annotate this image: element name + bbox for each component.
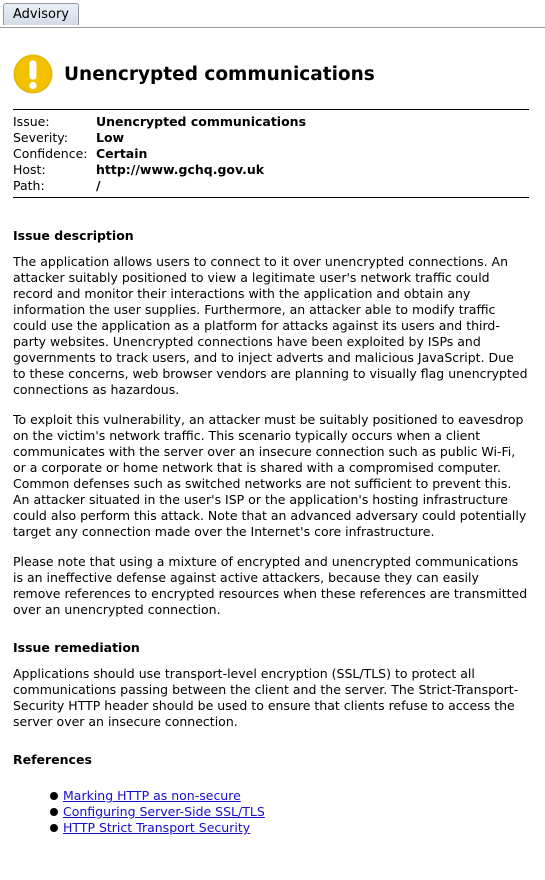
summary-row-path bbox=[13, 178, 529, 194]
confidence-value: Certain bbox=[96, 146, 148, 161]
issue-value: Unencrypted communications bbox=[96, 114, 307, 129]
host-value: http://www.gchq.gov.uk bbox=[96, 162, 265, 177]
issue-description-paragraph-1: The application allows users to connect to it over unencrypted connections. An attacker suitably positioned to view a legitimate user's network traffic could record and monitor their interactions with the application and obtain any information the user supplies. Furthermore, an attacker able to modify traffic could use the application as a platform for attacks against its users and third-party websites. Unencrypted connections have been exploited by ISPs and governments to track users, and to inject adverts and malicious JavaScript. Due to these concerns, web browser vendors are planning to visually flag unencrypted connections as hazardous. bbox=[13, 254, 528, 397]
issue-description-heading: Issue description bbox=[13, 228, 134, 243]
warning-icon bbox=[13, 54, 53, 94]
summary-row-host bbox=[13, 162, 529, 178]
severity-value: Low bbox=[96, 130, 125, 145]
issue-label: Issue: bbox=[13, 114, 50, 129]
reference-item bbox=[49, 788, 529, 804]
issue-remediation-heading: Issue remediation bbox=[13, 640, 140, 655]
issue-description-paragraph-3: Please note that using a mixture of encrypted and unencrypted communications is an ineffective defense against active attackers, because they can easily remove references to encrypted resources when these references are transmitted over an unencrypted connection. bbox=[13, 554, 528, 617]
reference-link-hsts[interactable]: HTTP Strict Transport Security bbox=[63, 820, 251, 835]
references-heading: References bbox=[13, 752, 92, 767]
host-label: Host: bbox=[13, 162, 46, 177]
summary-row-confidence bbox=[13, 146, 529, 162]
confidence-label: Confidence: bbox=[13, 146, 88, 161]
issue-description-paragraph-2: To exploit this vulnerability, an attacker must be suitably positioned to eavesdrop on the victim's network traffic. This scenario typically occurs when a client communicates with the server over an insecure connection such as public Wi-Fi, or a corporate or home network that is shared with a compromised computer. Common defenses such as switched networks are not sufficient to prevent this. An attacker situated in the user's ISP or the application's hosting infrastructure could also perform this attack. Note that an advanced adversary could potentially target any connection made over the Internet's core infrastructure. bbox=[13, 412, 527, 539]
reference-link-configuring-ssl[interactable]: Configuring Server-Side SSL/TLS bbox=[63, 804, 265, 819]
reference-link-marking-http[interactable]: Marking HTTP as non-secure bbox=[63, 788, 241, 803]
summary-row-severity bbox=[13, 130, 529, 146]
reference-item bbox=[49, 804, 529, 820]
bullet-icon bbox=[50, 792, 58, 800]
title-row bbox=[13, 27, 529, 109]
bullet-icon bbox=[50, 808, 58, 816]
issue-summary bbox=[13, 109, 529, 198]
advisory-content bbox=[13, 27, 529, 836]
summary-row-issue bbox=[13, 114, 529, 130]
path-value: / bbox=[96, 178, 101, 193]
bullet-icon bbox=[50, 824, 58, 832]
reference-item bbox=[49, 820, 529, 836]
issue-remediation-paragraph: Applications should use transport-level encryption (SSL/TLS) to protect all communications passing between the client and the server. The Strict-Transport-Security HTTP header should be used to ensure that clients refuse to access the server over an insecure connection. bbox=[13, 666, 519, 729]
tab-advisory[interactable]: Advisory bbox=[3, 3, 79, 25]
tab-bar bbox=[0, 0, 545, 28]
page-title: Unencrypted communications bbox=[64, 64, 375, 85]
references-list bbox=[13, 788, 529, 836]
path-label: Path: bbox=[13, 178, 45, 193]
severity-label: Severity: bbox=[13, 130, 68, 145]
